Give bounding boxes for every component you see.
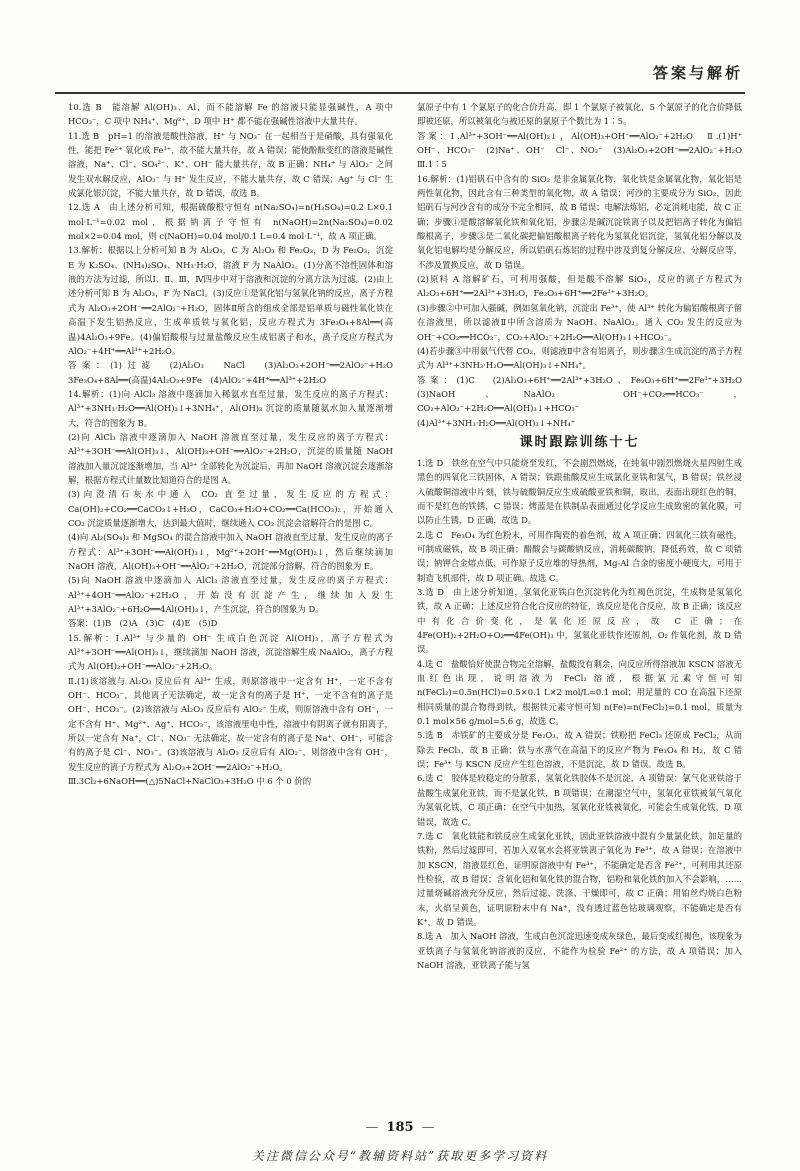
right-column [417, 100, 751, 1110]
paragraph: 6.选 C 胶体是较稳定的分散系，氢氧化铁胶体不是沉淀，A 项错误；氯气化亚铁溶于盐酸生成氯化亚铁，而不是氯化铁，B 项错误；在潮湿空气中，氢氧化亚铁被氧气氧化为氢氧化铁，C 项正确；在空气中加热，氢氧化亚铁被氧化，可能会生成氧化铁，D 项错误，故选 C。 [417, 773, 742, 827]
paragraph: 答案：(1)B (2)A (3)C (4)E (5)D [68, 618, 218, 629]
paragraph: 8.选 A 加入 NaOH 溶液，生成白色沉淀迅速变成灰绿色，最后变成红褐色，该现象为亚铁离子与氢氧化钠溶液的反应，不能作为检验 Fe²⁺ 的方法，故 A 项错误；加入 NaOH 溶液，亚铁离子能与氢 [417, 931, 742, 970]
right-column-part2 [417, 456, 742, 972]
paragraph: 11.选 B pH=1 的溶液是酸性溶液，H⁺ 与 NO₃⁻ 在一起相当于是硝酸，具有强氧化性，能把 Fe²⁺ 氧化成 Fe³⁺，故不能大量共存，故 A 错误；能使酚酞变红的溶液是碱性溶液，Na⁺、Cl⁻、SO₄²⁻、K⁺、OH⁻ 能大量共存，故 B 正确；NH₄⁺ 与 AlO₂⁻ 之间发生双水解反应，AlO₂⁻ 与 H⁺ 发生反应，不能大量共存，故 C 错误；Ag⁺ 与 Cl⁻ 生成氯化银沉淀，不能大量共存，故 D 错误，故选 B。 [68, 130, 393, 199]
page-number: — 185 — [365, 1120, 435, 1135]
page-header [55, 52, 745, 96]
paragraph: (5)向 NaOH 溶液中逐滴加入 AlCl₃ 溶液直至过量，发生反应的离子方程式：Al³⁺+4OH⁻══AlO₂⁻+2H₂O，开始没有沉淀产生，继续加入发生 Al³⁺+3AlO₂⁻+6H₂O══4Al(OH)₃↓，产生沉淀，符合的图象为 D。 [68, 575, 393, 615]
paragraph: 1.选 D 铁丝在空气中只能烧至发红，不会剧烈燃烧，在纯氧中剧烈燃烧火星四射生成黑色的四氧化三铁固体，A 错误；铁跟盐酸反应生成氯化亚铁和氢气，B 错误；铁丝浸入硫酸铜溶液中片刻，铁与硫酸铜反应生成硫酸亚铁和铜，取出，表面出现红色的铜，而不是红色的铁锈，C 错误；烤蓝是在铁制品表面通过化学反应生成致密的氧化膜，可以防止生锈，D 正确，故选 D。 [417, 457, 742, 526]
paragraph: 2.选 C Fe₃O₄ 为红色粉末，可用作陶瓷的着色剂，故 A 项正确；四氧化三铁有磁性，可制成磁铁，故 B 项正确；醋酸会与碳酸钠反应，消耗碳酸钠，降低药效，故 C 项错误；钠钾合金熔点低，可作原子反应堆的导热剂，Mg-Al 合金的密度小硬度大，可用于制造飞机部件，故 D 项正确。故选 C。 [417, 529, 742, 583]
paragraph: 答案：(1)C (2)Al₂O₃+6H⁺══2Al³⁺+3H₂O、Fe₂O₃+6H⁺══2Fe³⁺+3H₂O (3)NaOH、NaAlO₂ OH⁻+CO₂══HCO₃⁻，CO₂+AlO₂⁻+2H₂O══Al(OH)₃↓+HCO₃⁻ (4)Al³⁺+3NH₃·H₂O══Al(OH)₃↓+NH₄⁺ [417, 374, 751, 428]
paragraph: (2)原料 A 溶解矿石，可利用强酸，但是酸不溶解 SiO₂，反应的离子方程式为 Al₂O₃+6H⁺══2Al³⁺+3H₂O，Fe₂O₃+6H⁺══2Fe³⁺+3H₂O。 [417, 274, 742, 299]
paragraph: 4.选 C 盐酸恰好使混合物完全溶解，盐酸没有剩余，向反应所得溶液加 KSCN 溶液无血红色出现，说明溶液为 FeCl₂ 溶液，根据氯元素守恒可知 n(FeCl₂)=0.5n(HCl)=0.5×0.1 L×2 mol/L=0.1 mol；用足量的 CO 在高温下还原相同质量的混合物得到铁，根据铁元素守恒可知 n(Fe)=n(FeCl₂)=0.1 mol，质量为 0.1 mol×56 g/mol=5.6 g，故选 C。 [417, 658, 742, 727]
paragraph: (4)若步骤③中用氨气代替 CO₂，则滤液Ⅱ中含有铝离子，则步骤③生成沉淀的离子方程式为 Al³⁺+3NH₃·H₂O══Al(OH)₃↓+NH₄⁺。 [417, 345, 742, 371]
header-rule [55, 92, 745, 94]
paragraph: 答案：(1)过滤 (2)Al₂O₃ NaCl (3)Al₂O₃+2OH⁻══2AlO₂⁻+H₂O 3Fe₃O₄+8Al══(高温)4Al₂O₃+9Fe (4)AlO₂⁻+4H⁺══Al³⁺+2H₂O [68, 360, 402, 385]
paragraph: (4)向 Al₂(SO₄)₃ 和 MgSO₄ 的混合溶液中加入 NaOH 溶液直至过量，发生反应的离子方程式：Al³⁺+3OH⁻══Al(OH)₃↓，Mg²⁺+2OH⁻══Mg(OH)₂↓，然后继续滴加 NaOH 溶液，Al(OH)₃+OH⁻══AlO₂⁻+2H₂O，沉淀部分溶解，符合的图象为 E。 [68, 532, 393, 571]
header-title: 答案与解析 [652, 64, 743, 82]
paragraph: Ⅱ.(1)该溶液与 Al₂O₃ 反应后有 Al³⁺ 生成，则原溶液中一定含有 H⁺，一定不含有 OH⁻、HCO₃⁻，其他离子无法确定，故一定含有的离子是 H⁺，一定不含有的离子是 OH⁻、HCO₃⁻。(2)该溶液与 Al₂O₃ 反应后有 AlO₂⁻ 生成，则原溶液中含有 OH⁻，一定不含有 H⁺、Mg²⁺、Ag⁺、HCO₃⁻，该溶液里电中性，溶液中有阴离子就有阳离子，所以一定含有 Na⁺，Cl⁻、NO₃⁻ 无法确定，故一定含有的离子是 Na⁺、OH⁻，可能含有的离子是 Cl⁻、NO₃⁻。(3)该溶液与 Al₂O₃ 反应后有 AlO₂⁻，则溶液中含有 OH⁻，发生反应的离子方程式为 Al₂O₃+2OH⁻══2AlO₂⁻+H₂O。 [68, 675, 393, 772]
paragraph: 答案：Ⅰ.Al³⁺+3OH⁻══Al(OH)₃↓，Al(OH)₃+OH⁻══AlO₂⁻+2H₂O Ⅱ.(1)H⁺ OH⁻、HCO₃⁻ (2)Na⁺、OH⁻ Cl⁻、NO₃⁻ (3)Al₂O₃+2OH⁻══2AlO₂⁻+H₂O Ⅲ.1∶5 [417, 130, 751, 170]
paragraph: 氯原子中有 1 个氯原子的化合价升高，即 1 个氯原子被氧化，5 个氯原子的化合价降低即被还原，所以被氧化与被还原的氯原子个数比为 1∶5。 [417, 102, 742, 127]
paragraph: Ⅲ.3Cl₂+6NaOH══(△)5NaCl+NaClO₃+3H₂O 中 6 个 0 价的 [68, 776, 312, 787]
paragraph: 7.选 C 氧化铁能和铁反应生成氯化亚铁，因此亚铁溶液中混有少量氯化铁，加足量的铁粉，然后过滤即可，若加入双氧水会将亚铁离子氧化为 Fe³⁺，故 A 错误；在溶液中加 KSCN，溶液显红色，证明原溶液中有 Fe³⁺，不能确定是否含 Fe²⁺，可利用其还原性检验，故 B 错误；含氧化铝和氧化铁的混合物，铝粉和氧化铁的加入不会影响，……过量烧碱溶液充分反应，然后过滤、洗涤、干燥即可，故 C 正确；用铂丝灼烧白色粉末，火焰呈黄色，证明原粉末中有 Na⁺，没有透过蓝色钴玻璃观察，不能确定是否有 K⁺，故 D 错误。 [417, 830, 742, 927]
right-column-part1 [417, 100, 751, 430]
footer-note: 关注微信公众号“教辅资料站”获取更多学习资料 [251, 1149, 549, 1163]
paragraph: 14.解析：(1)向 AlCl₃ 溶液中逐滴加入稀氨水直至过量，发生反应的离子方程式：Al³⁺+3NH₃·H₂O══Al(OH)₃↓+3NH₄⁺，Al(OH)₃ 沉淀的质量随氨水加入量逐渐增大，符合的图象为 B。 [68, 388, 393, 428]
paragraph: 3.选 D 由上述分析知道，氢氧化亚铁白色沉淀转化为红褐色沉淀，生成物是氢氧化铁，故 A 正确；上述反应符合化合反应的特征，该反应是化合反应，故 B 正确；该反应中有化合价变化，是氧化还原反应，故 C 正确；在 4Fe(OH)₂+2H₂O+O₂══4Fe(OH)₃ 中，氢氧化亚铁作还原剂，O₂ 作氧化剂，故 D 错误。 [417, 587, 742, 655]
paragraph: 13.解析：根据以上分析可知 B 为 Al₂O₃，C 为 Al₂O₃ 和 Fe₂O₃，D 为 Fe₂O₃，沉淀 E 为 K₂SO₄、(NH₄)₂SO₄、NH₃·H₂O，溶液 F 为 NaAlO₂。(1)分离不溶性固体和溶液的方法为过滤，所以Ⅰ、Ⅱ、Ⅲ、Ⅳ四步中对于溶液和沉淀的分离方法为过滤。(2)由上述分析可知 B 为 Al₂O₃，F 为 NaCl。(3)反应①是氧化铝与氢氧化钠的反应，离子方程式为 Al₂O₃+2OH⁻══2AlO₂⁻+H₂O，固体Ⅱ所含的组成全部是铝单质与磁性氧化铁在高温下发生铝热反应，生成单质铁与氧化铝，反应方程式为 3Fe₃O₄+8Al══(高温)4Al₂O₃+9Fe。(4)偏铝酸根与过量盐酸反应生成铝离子和水，离子反应方程式为 AlO₂⁻+4H⁺══Al³⁺+2H₂O。 [68, 245, 393, 356]
paragraph: 16.解析：(1)铝矾石中含有的 SiO₂ 是非金属氧化物，氧化铁是金属氧化物，氧化铝是两性氧化物，因此含有三种类型的氧化物，故 A 错误；河沙的主要成分为 SiO₂，因此铝矾石与河沙含有的成分不完全相同，故 B 错误；电解法炼铝，必定消耗电能，故 C 正确；步骤①是酸溶解氧化铁和氧化铝，步骤②是碱沉淀铁离子以及把铝离子转化为偏铝酸根离子，步骤③是二氧化碳把偏铝酸根离子转化为氢氧化铝沉淀，氢氧化铝分解以及氧化铝电解均是分解反应，所以铝矾石炼铝的过程中涉及到复分解反应、分解反应等，不涉及置换反应，故 D 错误。 [417, 173, 742, 270]
section-title: 课时跟踪训练十七 [519, 434, 640, 450]
paragraph: 12.选 A 由上述分析可知，根据硫酸根守恒有 n(Na₂SO₄)=n(H₂SO₄)=0.2 L×0.1 mol·L⁻¹=0.02 mol，根据钠离子守恒有 n(NaOH)=2n(Na₂SO₄)=0.02 mol×2=0.04 mol，则 c(NaOH)=0.04 mol/0.1 L=0.4 mol·L⁻¹，故 A 项正确。 [68, 202, 393, 242]
left-column [68, 100, 402, 1110]
paragraph: (2)向 AlCl₃ 溶液中逐滴加入 NaOH 溶液直至过量，发生反应的离子方程式：Al³⁺+3OH⁻══Al(OH)₃↓，Al(OH)₃+OH⁻══AlO₂⁻+2H₂O，沉淀的质量随 NaOH 溶液加入量沉淀逐渐增加，当 Al³⁺ 全部转化为沉淀后，再加 NaOH 溶液沉淀会逐渐溶解，根据方程式计量数比知道符合的是图 A。 [68, 431, 393, 485]
two-column-body [68, 100, 751, 1110]
paragraph: (3)向澄清石灰水中通入 CO₂ 直至过量，发生反应的方程式：Ca(OH)₂+CO₂══CaCO₃↓+H₂O，CaCO₃+H₂O+CO₂══Ca(HCO₃)₂，开始通入 CO₂ 沉淀质量逐渐增大，达到最大值时，继续通入 CO₂ 沉淀会溶解符合的是图 C。 [68, 489, 393, 528]
paragraph: 15.解析：Ⅰ.Al³⁺ 与少量的 OH⁻ 生成白色沉淀 Al(OH)₃，离子方程式为 Al³⁺+3OH⁻══Al(OH)₃↓，继续滴加 NaOH 溶液，沉淀溶解生成 NaAlO₂，离子方程式为 Al(OH)₃+OH⁻══AlO₂⁻+2H₂O。 [68, 632, 393, 672]
paragraph: 10.选 B 能溶解 Al(OH)₃、Al，而不能溶解 Fe 的溶液只能显强碱性，A 项中 HCO₃⁻，C 项中 NH₄⁺、Mg²⁺，D 项中 H⁺ 都不能在强碱性溶液中大量共存。 [68, 102, 393, 127]
page-number-value: 185 [386, 1120, 414, 1135]
paragraph: (3)步骤②中可加入强碱，例如氢氧化钠，沉淀出 Fe³⁺，使 Al³⁺ 转化为偏铝酸根离子留在溶液里，所以滤液Ⅱ中所含溶质为 NaOH、NaAlO₂。通入 CO₂ 发生的反应为 OH⁻+CO₂══HCO₃⁻，CO₂+AlO₂⁻+2H₂O══Al(OH)₃↓+HCO₃⁻。 [417, 302, 742, 342]
paragraph: 5.选 B 赤铁矿的主要成分是 Fe₂O₃，故 A 错误；铁粉把 FeCl₃ 还原成 FeCl₂，从而除去 FeCl₃，故 B 正确；铁与水蒸气在高温下的反应产物为 Fe₃O₄ 和 H₂，故 C 错误；Fe³⁺ 与 KSCN 反应产生红色溶液，不是沉淀，故 D 错误。故选 B。 [417, 730, 742, 770]
